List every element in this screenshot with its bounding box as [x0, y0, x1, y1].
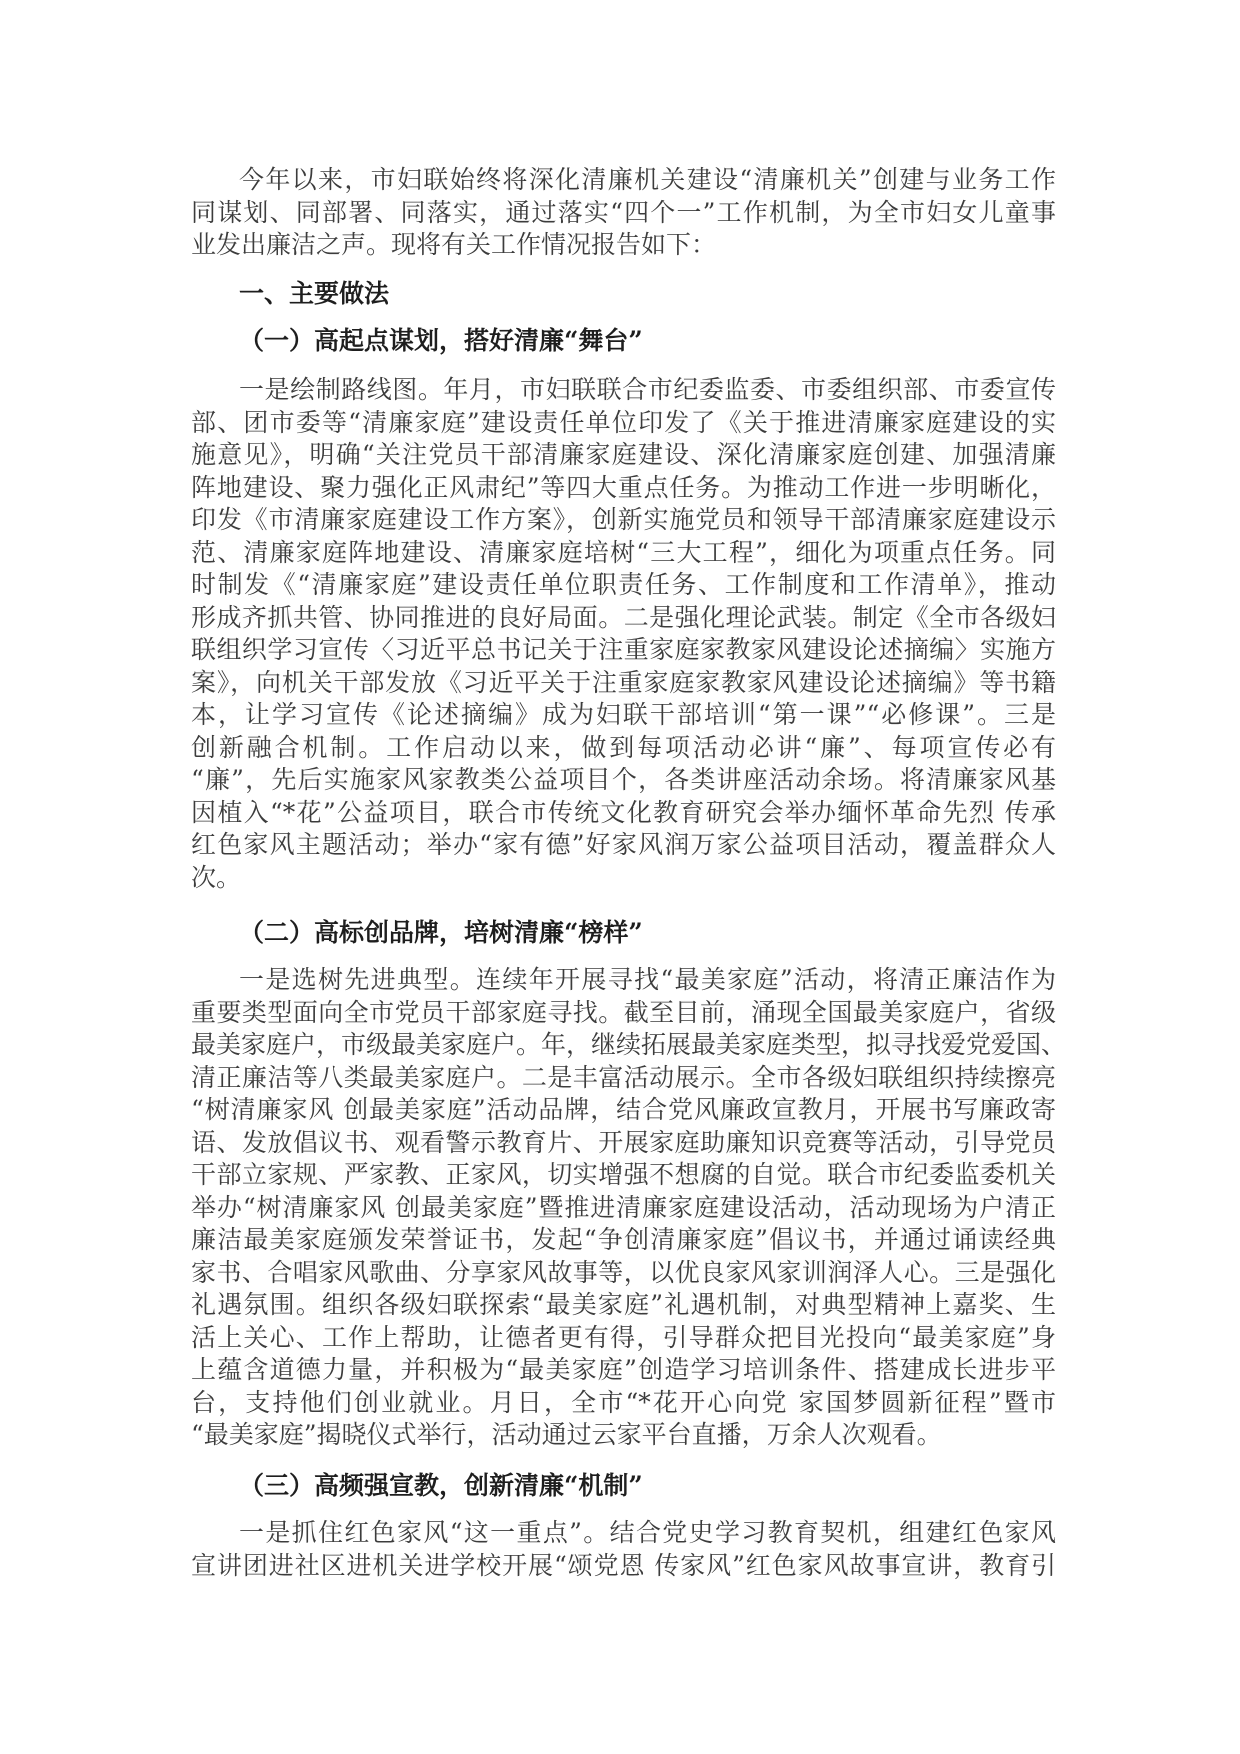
text-line: 创新融合机制。工作启动以来，做到每项活动必讲“廉”、每项宣传必有 [191, 732, 1056, 762]
section-heading-wrap [191, 278, 1056, 311]
intro-paragraph [191, 164, 1056, 262]
subsection-3-paragraph [191, 1517, 1056, 1582]
subsection-1-heading: （一）高起点谋划，搭好清廉“舞台” [239, 326, 643, 355]
text-line: 同谋划、同部署、同落实，通过落实“四个一”工作机制，为全市妇女儿童事 [191, 197, 1056, 227]
text-line: 活上关心、工作上帮助，让德者更有得，引导群众把目光投向“最美家庭”身 [191, 1322, 1056, 1352]
text-line: 部、团市委等“清廉家庭”建设责任单位印发了《关于推进清廉家庭建设的实 [191, 407, 1056, 437]
text-line: 次。 [191, 862, 242, 892]
section-heading: 一、主要做法 [239, 279, 390, 308]
text-line: 形成齐抓共管、协同推进的良好局面。二是强化理论武装。制定《全市各级妇 [191, 602, 1056, 632]
subsection-1-paragraph [191, 374, 1056, 894]
text-line: 举办“树清廉家风 创最美家庭”暨推进清廉家庭建设活动，活动现场为户清正 [191, 1192, 1056, 1222]
text-line: 施意见》，明确“关注党员干部清廉家庭建设、深化清廉家庭创建、加强清廉 [191, 440, 1056, 469]
text-line: 阵地建设、聚力强化正风肃纪”等四大重点任务。为推动工作进一步明晰化， [191, 472, 1056, 502]
text-line: 业发出廉洁之声。现将有关工作情况报告如下： [191, 230, 717, 259]
text-line: 礼遇氛围。组织各级妇联探索“最美家庭”礼遇机制，对典型精神上嘉奖、生 [191, 1290, 1056, 1319]
text-line: 上蕴含道德力量，并积极为“最美家庭”创造学习培训条件、搭建成长进步平 [191, 1355, 1056, 1384]
subsection-3-heading-wrap [191, 1470, 1056, 1503]
subsection-1-heading-wrap [191, 325, 1056, 358]
text-line: 红色家风主题活动；举办“家有德”好家风润万家公益项目活动，覆盖群众人 [191, 830, 1056, 859]
text-line: “最美家庭”揭晓仪式举行，活动通过云家平台直播，万余人次观看。 [191, 1420, 942, 1449]
text-line: 廉洁最美家庭颁发荣誉证书，发起“争创清廉家庭”倡议书，并通过诵读经典 [191, 1225, 1056, 1254]
text-line: 时制发《“清廉家庭”建设责任单位职责任务、工作制度和工作清单》，推动 [191, 570, 1056, 599]
text-line: 联组织学习宣传〈习近平总书记关于注重家庭家教家风建设论述摘编〉实施方 [191, 635, 1056, 664]
subsection-2-heading: （二）高标创品牌，培树清廉“榜样” [239, 918, 643, 947]
text-line: 一是选树先进典型。连续年开展寻找“最美家庭”活动，将清正廉洁作为 [239, 965, 1056, 994]
text-line: 因植入“*花”公益项目，联合市传统文化教育研究会举办缅怀革命先烈 传承 [191, 797, 1056, 827]
text-line: 宣讲团进社区进机关进学校开展“颂党恩 传家风”红色家风故事宣讲，教育引 [191, 1550, 1056, 1580]
text-line: 范、清廉家庭阵地建设、清廉家庭培树“三大工程”，细化为项重点任务。同 [191, 537, 1056, 567]
text-line: 语、发放倡议书、观看警示教育片、开展家庭助廉知识竞赛等活动，引导党员 [191, 1127, 1056, 1157]
text-line: 最美家庭户，市级最美家庭户。年，继续拓展最美家庭类型，拟寻找爱党爱国、 [191, 1030, 1067, 1059]
text-line: “廉”，先后实施家风家教类公益项目个，各类讲座活动余场。将清廉家风基 [191, 765, 1056, 794]
text-line: 今年以来，市妇联始终将深化清廉机关建设“清廉机关”创建与业务工作 [239, 165, 1056, 194]
text-line: 案》，向机关干部发放《习近平关于注重家庭家教家风建设论述摘编》等书籍 [191, 667, 1056, 697]
text-line: “树清廉家风 创最美家庭”活动品牌，结合党风廉政宣教月，开展书写廉政寄 [191, 1095, 1056, 1124]
text-line: 一是抓住红色家风“这一重点”。结合党史学习教育契机，组建红色家风 [239, 1518, 1056, 1547]
text-line: 家书、合唱家风歌曲、分享家风故事等，以优良家风家训润泽人心。三是强化 [191, 1257, 1056, 1287]
text-line: 台，支持他们创业就业。月日，全市“*花开心向党 家国梦圆新征程”暨市 [191, 1387, 1056, 1417]
subsection-2-paragraph [191, 964, 1067, 1452]
text-line: 清正廉洁等八类最美家庭户。二是丰富活动展示。全市各级妇联组织持续擦亮 [191, 1062, 1056, 1092]
text-line: 干部立家规、严家教、正家风，切实增强不想腐的自觉。联合市纪委监委机关 [191, 1160, 1056, 1189]
text-line: 一是绘制路线图。年月，市妇联联合市纪委监委、市委组织部、市委宣传 [239, 375, 1056, 404]
subsection-3-heading: （三）高频强宣教，创新清廉“机制” [239, 1471, 643, 1500]
text-line: 重要类型面向全市党员干部家庭寻找。截至目前，涌现全国最美家庭户，省级 [191, 997, 1056, 1027]
text-line: 本，让学习宣传《论述摘编》成为妇联干部培训“第一课”“必修课”。三是 [191, 700, 1056, 729]
subsection-2-heading-wrap [191, 917, 1056, 950]
text-line: 印发《市清廉家庭建设工作方案》，创新实施党员和领导干部清廉家庭建设示 [191, 505, 1056, 534]
